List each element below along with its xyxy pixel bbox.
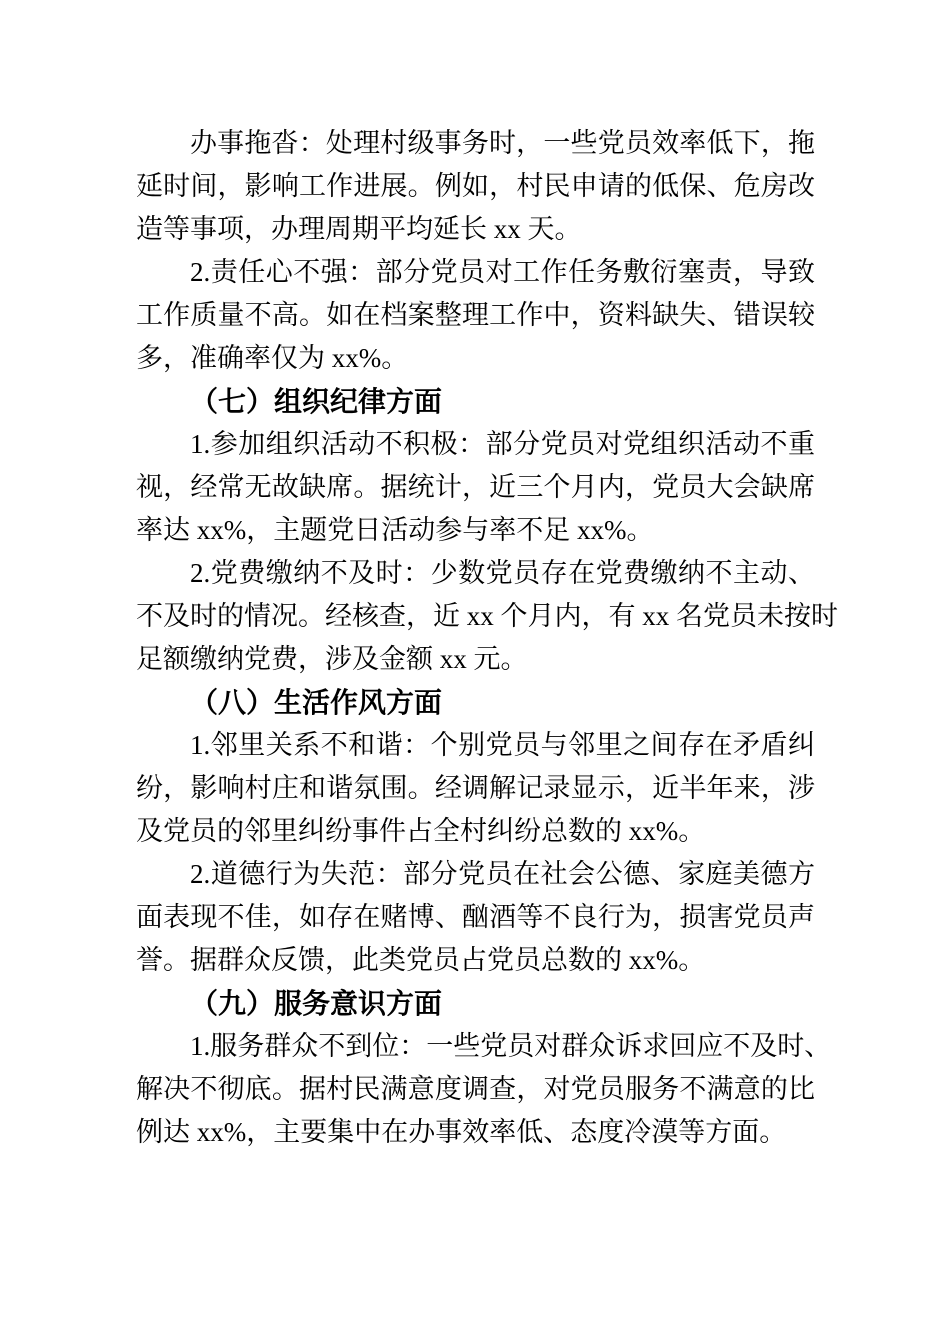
text-line: 2.党费缴纳不及时：少数党员存在党费缴纳不主动、: [190, 558, 815, 588]
section-heading: [136, 681, 815, 724]
text-line: 例达 xx%，主要集中在办事效率低、态度冷漠等方面。: [136, 1117, 787, 1147]
text-line: 1.服务群众不到位：一些党员对群众诉求回应不及时、: [190, 1031, 832, 1061]
text-line: 率达 xx%，主题党日活动参与率不足 xx%。: [136, 515, 654, 545]
paragraph: [136, 724, 815, 853]
paragraph: [136, 423, 815, 552]
text-line: 办事拖沓：处理村级事务时，一些党员效率低下，拖: [190, 128, 815, 158]
text-line: 多，准确率仅为 xx%。: [136, 343, 409, 373]
text-line: 延时间，影响工作进展。例如，村民申请的低保、危房改: [136, 171, 815, 201]
text-line: 不及时的情况。经核查，近 xx 个月内，有 xx 名党员未按时: [136, 601, 838, 631]
text-line: 纷，影响村庄和谐氛围。经调解记录显示，近半年来，涉: [136, 773, 815, 803]
text-line: 视，经常无故缺席。据统计，近三个月内，党员大会缺席: [136, 472, 815, 502]
text-line: （九）服务意识方面: [190, 988, 443, 1019]
text-line: （八）生活作风方面: [190, 687, 443, 718]
paragraph: [136, 853, 815, 982]
paragraph: [136, 552, 838, 681]
text-line: （七）组织纪律方面: [190, 386, 443, 417]
document-content: [136, 122, 838, 1154]
section-heading: [136, 380, 815, 423]
text-line: 工作质量不高。如在档案整理工作中，资料缺失、错误较: [136, 300, 815, 330]
text-line: 足额缴纳党费，涉及金额 xx 元。: [136, 644, 528, 674]
text-line: 誉。据群众反馈，此类党员占党员总数的 xx%。: [136, 945, 706, 975]
paragraph: [136, 251, 815, 380]
text-line: 1.邻里关系不和谐：个别党员与邻里之间存在矛盾纠: [190, 730, 815, 760]
paragraph: [136, 122, 815, 251]
text-line: 2.责任心不强：部分党员对工作任务敷衍塞责，导致: [190, 257, 815, 287]
text-line: 及党员的邻里纠纷事件占全村纠纷总数的 xx%。: [136, 816, 706, 846]
text-line: 面表现不佳，如存在赌博、酗酒等不良行为，损害党员声: [136, 902, 815, 932]
text-line: 解决不彻底。据村民满意度调查，对党员服务不满意的比: [136, 1074, 815, 1104]
text-line: 1.参加组织活动不积极：部分党员对党组织活动不重: [190, 429, 815, 459]
text-line: 造等事项，办理周期平均延长 xx 天。: [136, 214, 582, 244]
text-line: 2.道德行为失范：部分党员在社会公德、家庭美德方: [190, 859, 815, 889]
paragraph: [136, 1025, 832, 1154]
section-heading: [136, 982, 815, 1025]
